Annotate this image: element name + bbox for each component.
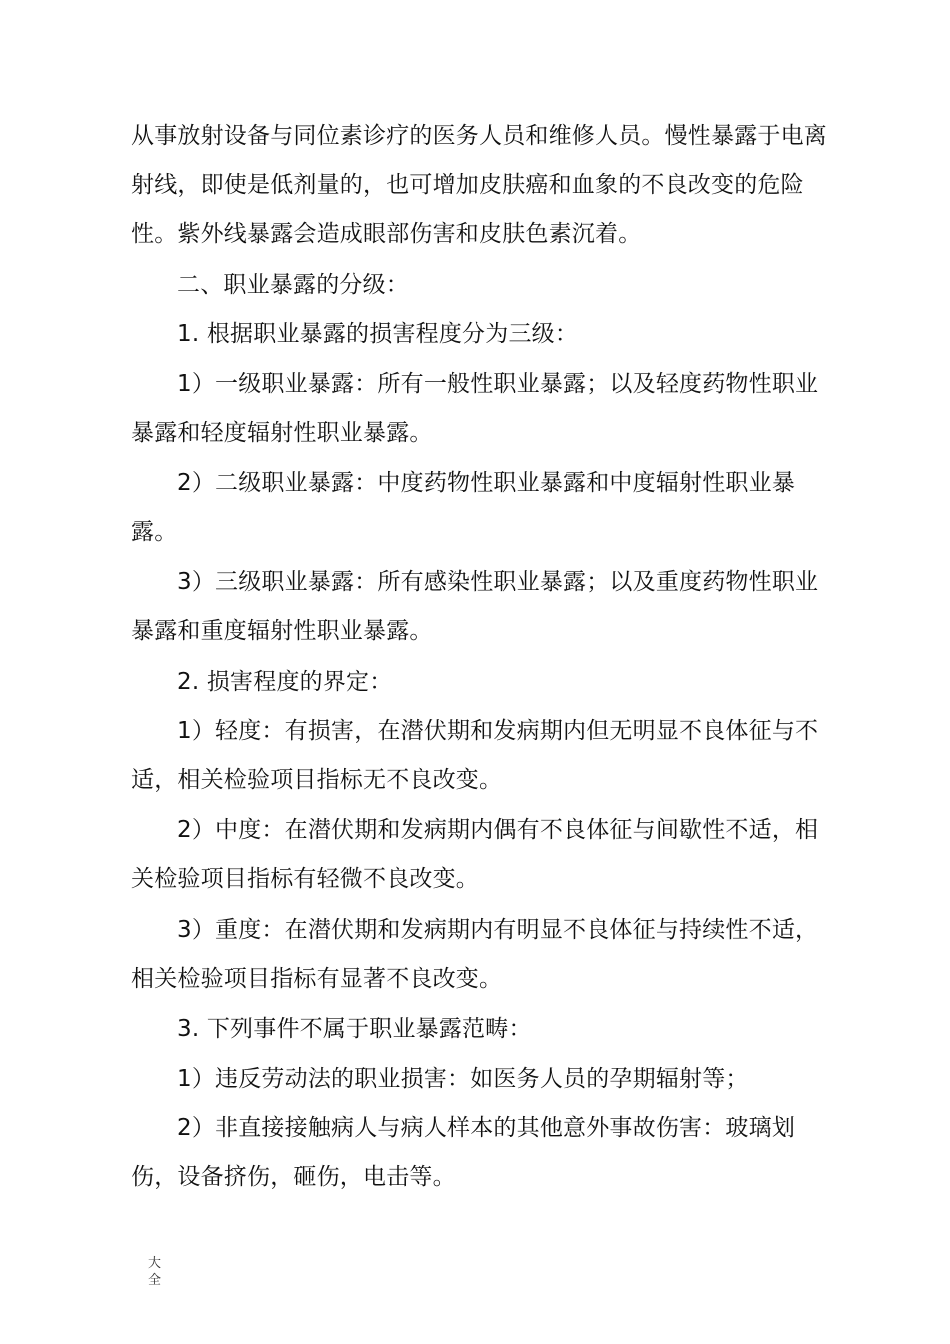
heading-excluded-events: 3. 下列事件不属于职业暴露范畴： (177, 1016, 532, 1042)
paragraph-labor-law: 1）违反劳动法的职业损害：如医务人员的孕期辐射等； (177, 1066, 749, 1092)
paragraph-grade-three: 3）三级职业暴露：所有感染性职业暴露；以及重度药物性职业暴露和重度辐射性职业暴露。 (131, 569, 819, 644)
heading-grade-by-damage: 1. 根据职业暴露的损害程度分为三级： (177, 321, 579, 347)
paragraph-moderate: 2）中度：在潜伏期和发病期内偶有不良体征与间歇性不适，相关检验项目指标有轻微不良改变。 (131, 817, 819, 892)
paragraph-mild: 1）轻度：有损害，在潜伏期和发病期内但无明显不良体征与不适，相关检验项目指标无不良改变。 (131, 718, 819, 793)
paragraph-grade-one: 1）一级职业暴露：所有一般性职业暴露；以及轻度药物性职业暴露和轻度辐射性职业暴露。 (131, 371, 819, 446)
paragraph-radiation-exposure: 从事放射设备与同位素诊疗的医务人员和维修人员。慢性暴露于电离射线，即使是低剂量的，也可增加皮肤癌和血象的不良改变的危险性。紫外线暴露会造成眼部伤害和皮肤色素沉着。 (131, 123, 827, 247)
heading-damage-definition: 2. 损害程度的界定： (177, 669, 393, 695)
paragraph-accidents: 2）非直接接触病人与病人样本的其他意外事故伤害：玻璃划伤，设备挤伤，砸伤，电击等。 (131, 1115, 796, 1190)
paragraph-grade-two: 2）二级职业暴露：中度药物性职业暴露和中度辐射性职业暴露。 (131, 470, 796, 545)
heading-exposure-grading: 二、职业暴露的分级： (177, 272, 409, 298)
footer-char-da: 大 (148, 1256, 162, 1271)
paragraph-severe: 3）重度：在潜伏期和发病期内有明显不良体征与持续性不适，相关检验项目指标有显著不良改变。 (131, 917, 819, 992)
footer-char-quan: 全 (148, 1273, 162, 1288)
